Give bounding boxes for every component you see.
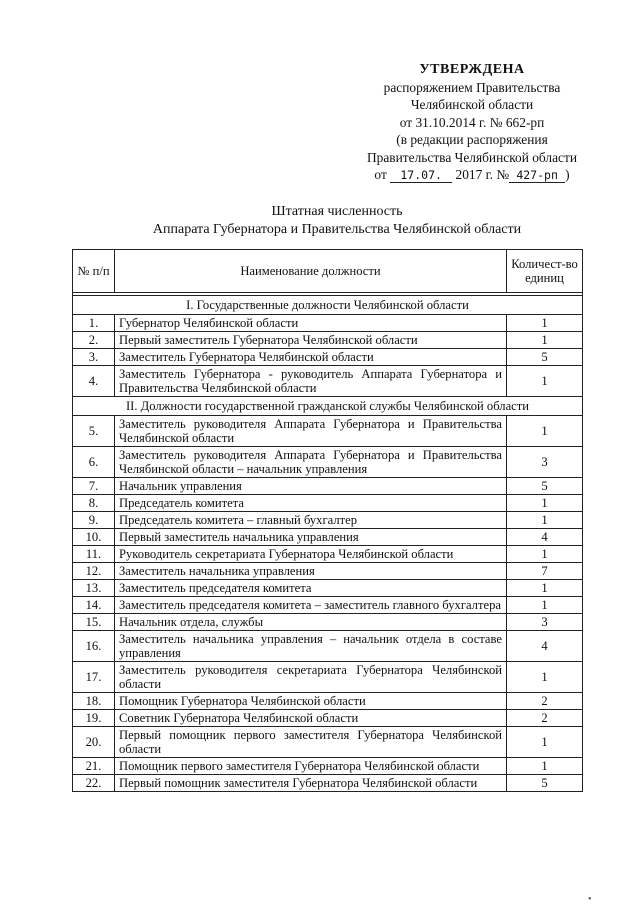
unit-count: 1 xyxy=(507,727,583,758)
unit-count: 1 xyxy=(507,332,583,349)
row-number: 15. xyxy=(73,614,115,631)
position-name: Губернатор Челябинской области xyxy=(115,315,507,332)
table-row xyxy=(73,597,583,614)
row-number: 10. xyxy=(73,529,115,546)
header-qty: Количест-во единиц xyxy=(507,250,583,293)
section-row xyxy=(73,296,583,315)
table-row xyxy=(73,775,583,792)
table-row xyxy=(73,631,583,662)
position-name: Помощник первого заместителя Губернатора Челябинской области xyxy=(115,758,507,775)
table-row xyxy=(73,662,583,693)
scan-mark: • xyxy=(588,894,592,905)
row-number: 7. xyxy=(73,478,115,495)
table-row xyxy=(73,546,583,563)
position-name: Заместитель председателя комитета – заместитель главного бухгалтера xyxy=(115,597,507,614)
table-row xyxy=(73,727,583,758)
unit-count: 4 xyxy=(507,631,583,662)
position-name: Заместитель руководителя секретариата Губернатора Челябинской области xyxy=(115,662,507,693)
position-name: Заместитель Губернатора - руководитель Аппарата Губернатора и Правительства Челябинской области xyxy=(115,366,507,397)
row-number: 11. xyxy=(73,546,115,563)
header-name: Наименование должности xyxy=(115,250,507,293)
unit-count: 1 xyxy=(507,512,583,529)
position-name: Первый заместитель Губернатора Челябинской области xyxy=(115,332,507,349)
unit-count: 1 xyxy=(507,758,583,775)
position-name: Начальник управления xyxy=(115,478,507,495)
row-number: 9. xyxy=(73,512,115,529)
row-number: 2. xyxy=(73,332,115,349)
unit-count: 3 xyxy=(507,447,583,478)
table-row xyxy=(73,529,583,546)
table-row xyxy=(73,349,583,366)
table-row xyxy=(73,315,583,332)
unit-count: 1 xyxy=(507,315,583,332)
row-number: 1. xyxy=(73,315,115,332)
row-number: 17. xyxy=(73,662,115,693)
position-name: Заместитель начальника управления – начальник отдела в составе управления xyxy=(115,631,507,662)
row-number: 3. xyxy=(73,349,115,366)
table-header-row xyxy=(73,250,583,293)
unit-count: 1 xyxy=(507,662,583,693)
position-name: Заместитель начальника управления xyxy=(115,563,507,580)
position-name: Заместитель Губернатора Челябинской области xyxy=(115,349,507,366)
unit-count: 1 xyxy=(507,495,583,512)
from-label: от xyxy=(374,167,387,182)
position-name: Первый заместитель начальника управления xyxy=(115,529,507,546)
close-paren: ) xyxy=(565,167,570,182)
row-number: 14. xyxy=(73,597,115,614)
approval-block xyxy=(340,61,604,184)
table-row xyxy=(73,366,583,397)
approval-line: (в редакции распоряжения xyxy=(396,132,548,147)
table-row xyxy=(73,614,583,631)
position-name: Помощник Губернатора Челябинской области xyxy=(115,693,507,710)
row-number: 5. xyxy=(73,416,115,447)
amendment-year: 2017 г. № xyxy=(455,167,510,182)
approval-line: Правительства Челябинской области xyxy=(367,149,577,165)
row-number: 22. xyxy=(73,775,115,792)
table-body xyxy=(73,250,583,792)
unit-count: 1 xyxy=(507,546,583,563)
unit-count: 1 xyxy=(507,416,583,447)
unit-count: 4 xyxy=(507,529,583,546)
title-line: Аппарата Губернатора и Правительства Челябинской области xyxy=(152,222,522,237)
position-name: Заместитель руководителя Аппарата Губернатора и Правительства Челябинской области xyxy=(115,416,507,447)
section-row xyxy=(73,397,583,416)
position-name: Первый помощник заместителя Губернатора Челябинской области xyxy=(115,775,507,792)
unit-count: 1 xyxy=(507,366,583,397)
header-num: № п/п xyxy=(73,250,115,293)
table-row xyxy=(73,416,583,447)
row-number: 16. xyxy=(73,631,115,662)
position-name: Первый помощник первого заместителя Губернатора Челябинской области xyxy=(115,727,507,758)
section-heading: I. Государственные должности Челябинской области xyxy=(73,296,583,315)
position-name: Председатель комитета – главный бухгалтер xyxy=(115,512,507,529)
approval-title: УТВЕРЖДЕНА xyxy=(419,62,525,77)
unit-count: 7 xyxy=(507,563,583,580)
unit-count: 1 xyxy=(507,597,583,614)
unit-count: 1 xyxy=(507,580,583,597)
unit-count: 5 xyxy=(507,478,583,495)
table-row xyxy=(73,512,583,529)
table-row xyxy=(73,563,583,580)
unit-count: 5 xyxy=(507,775,583,792)
table-row xyxy=(73,693,583,710)
row-number: 19. xyxy=(73,710,115,727)
title-line: Штатная численность xyxy=(271,204,403,219)
amendment-number: 427-рп xyxy=(509,168,565,183)
table-row xyxy=(73,478,583,495)
position-name: Руководитель секретариата Губернатора Челябинской области xyxy=(115,546,507,563)
row-number: 21. xyxy=(73,758,115,775)
approval-line: Челябинской области xyxy=(410,97,534,112)
approval-line: распоряжением Правительства xyxy=(383,79,561,95)
staff-table xyxy=(72,249,583,792)
table-row xyxy=(73,710,583,727)
document-title xyxy=(72,203,602,239)
position-name: Заместитель руководителя Аппарата Губернатора и Правительства Челябинской области – начальник управления xyxy=(115,447,507,478)
row-number: 18. xyxy=(73,693,115,710)
position-name: Председатель комитета xyxy=(115,495,507,512)
row-number: 8. xyxy=(73,495,115,512)
approval-line: от 31.10.2014 г. № 662-рп xyxy=(399,114,545,130)
amendment-date: 17.07. xyxy=(390,168,452,183)
unit-count: 2 xyxy=(507,693,583,710)
section-heading: II. Должности государственной гражданской службы Челябинской области xyxy=(73,397,583,416)
table-row xyxy=(73,447,583,478)
unit-count: 5 xyxy=(507,349,583,366)
row-number: 20. xyxy=(73,727,115,758)
amendment-line xyxy=(340,166,604,184)
row-number: 13. xyxy=(73,580,115,597)
table-row xyxy=(73,495,583,512)
row-number: 4. xyxy=(73,366,115,397)
row-number: 12. xyxy=(73,563,115,580)
position-name: Советник Губернатора Челябинской области xyxy=(115,710,507,727)
unit-count: 3 xyxy=(507,614,583,631)
table-row xyxy=(73,332,583,349)
row-number: 6. xyxy=(73,447,115,478)
position-name: Заместитель председателя комитета xyxy=(115,580,507,597)
unit-count: 2 xyxy=(507,710,583,727)
table-row xyxy=(73,758,583,775)
table-row xyxy=(73,580,583,597)
position-name: Начальник отдела, службы xyxy=(115,614,507,631)
